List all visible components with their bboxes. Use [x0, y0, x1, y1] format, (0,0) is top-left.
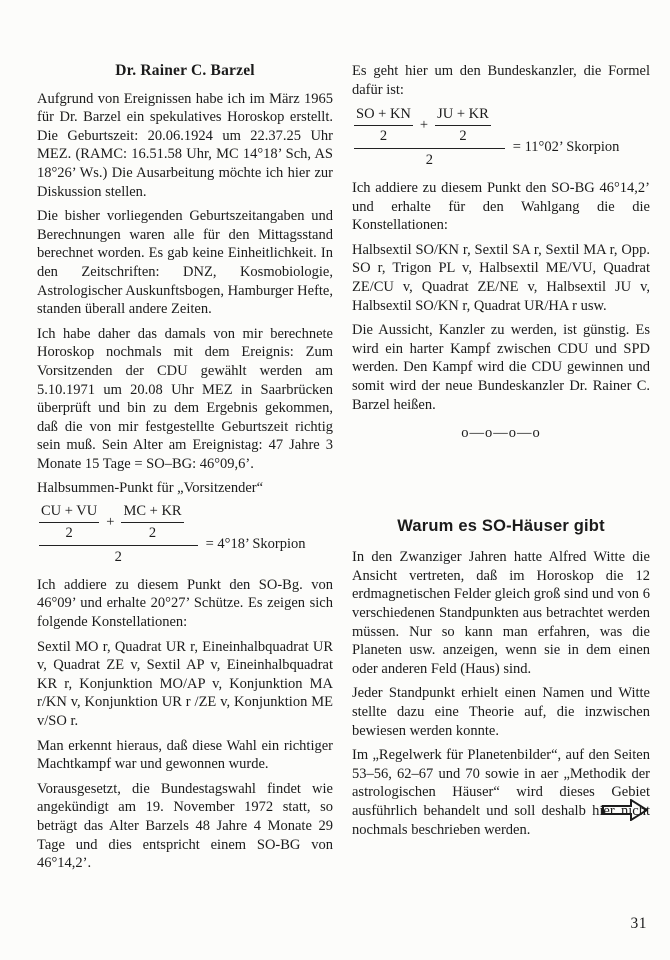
paragraph-standpunkt-theorie: Jeder Standpunkt erhielt einen Namen und Witte stellte dazu eine Theorie auf, die inzwischen bewiesen werden konnte. [352, 685, 650, 739]
paragraph-machtkampf: Man erkennt hieraus, daß diese Wahl ein richtiger Machtkampf war und gewonnen wurde. [37, 737, 333, 773]
fraction-mc-kr [121, 502, 183, 542]
article-title-barzel: Dr. Rainer C. Barzel [115, 62, 255, 79]
fraction-numerator-text: SO + KN [354, 105, 413, 126]
paragraph-aufgrund: Aufgrund von Ereignissen habe ich im März 1965 für Dr. Barzel ein spekulatives Horoskop erstellt. Die Geburtszeit: 20.06.1924 um 22.37.25 Uhr MEZ. (RAMC: 16.51.58 Uhr, MC 14°18’ Sch, AS 18°26’ Ws.) Die Ausarbeitung möchte ich hier zur Diskussion stellen. [37, 90, 333, 200]
continued-arrow-icon [602, 799, 648, 821]
fraction-so-kn [354, 105, 413, 145]
fraction-denominator-text: 2 [148, 524, 157, 541]
fraction-numerator [354, 105, 505, 148]
fraction-outer [354, 105, 505, 170]
formula-bundeskanzler [354, 105, 650, 170]
paragraph-addiere-so-bg: Ich addiere zu diesem Punkt den SO-Bg. von 46°09’ und erhalte 20°27’ Schütze. Es zeigen sich folgende Konstellationen: [37, 576, 333, 631]
fraction-ju-kr [435, 105, 491, 145]
paragraph-horoskop-ueberprueft: Ich habe daher das damals von mir berechnete Horoskop nochmals mit dem Ereignis: Zum Vorsitzenden der CDU gewählt werden am 5.10.1971 um 20.08 Uhr MEZ in Saarbrücken überprüft und bin zu dem Ergebnis gekommen, daß die von mir festgestellte Geburtszeit richtig sein muß. Sein Alter am Ereignistag: 47 Jahre 3 Monate 15 Tage = SO–BG: 46°09,6’. [37, 325, 333, 472]
fraction-numerator-text: CU + VU [39, 502, 99, 523]
paragraph-konstellationen-liste-2: Halbsextil SO/KN r, Sextil SA r, Sextil MA r, Opp. SO r, Trigon PL v, Halbsextil ME/VU, Quadrat ZE/CU v, Quadrat ZE/NE v, Halbsextil JU v, Halbsextil SO/KN r, Quadrat UR/HA r usw. [352, 241, 650, 314]
last-paragraph-wrap [352, 746, 650, 839]
paragraph-regelwerk: Im „Regelwerk für Planetenbilder“, auf den Seiten 53–56, 62–67 und 70 sowie in aer „Methodik der astrologischen Häuser“ wird dieses Gebiet ausführlich behandelt und soll deshalb hier nicht nochmals beschrieben werden. [352, 747, 650, 838]
paragraph-zwanziger-jahre: In den Zwanziger Jahren hatte Alfred Witte die Ansicht vertreten, daß im Horoskop die 12 erdmagnetischen Felder gleich groß sind und von 6 verschiedenen Standpunkten aus betrachtet werden müssen. Nur so kann man erfahren, was die Planeten usw. anzeigen, wenn sie in dem einen oder anderen Feld (Haus) sind. [352, 549, 650, 677]
section-divider: o—o—o—o [461, 425, 541, 442]
fraction-numerator-text: MC + KR [121, 502, 183, 523]
paragraph-konstellationen-liste: Sextil MO r, Quadrat UR r, Eineinhalbquadrat UR v, Quadrat ZE v, Sextil AP v, Eineinhalbquadrat KR r, Konjunktion MO/AP v, Konjunktion MA r/KN v, Konjunktion UR r /ZE v, Konjunktion ME v/SO r. [37, 638, 333, 729]
fraction-numerator [39, 502, 198, 545]
paragraph-bundestagswahl: Vorausgesetzt, die Bundestagswahl findet wie angekündigt am 19. November 1972 statt, so beträgt das Alter Barzels 48 Jahre 4 Monate 29 Tage und dies entspricht einem SO-BG von 46°14,2’. [37, 780, 333, 872]
formula-vorsitzender [39, 502, 333, 567]
paragraph-bundeskanzler-formel: Es geht hier um den Bundeskanzler, die Formel dafür ist: [352, 63, 650, 98]
page-number: 31 [630, 915, 647, 933]
fraction-outer [39, 502, 198, 567]
formula-result: = 4°18’ Skorpion [205, 536, 306, 553]
fraction-outer-denominator: 2 [39, 545, 198, 567]
halbsummen-caption: Halbsummen-Punkt für „Vorsitzender“ [37, 480, 264, 497]
fraction-denominator-text: 2 [379, 127, 388, 144]
formula-result: = 11°02’ Skorpion [512, 139, 620, 156]
paragraph-geburtszeitangaben: Die bisher vorliegenden Geburtszeitangaben und Berechnungen waren alle für den Mittagsstand berechnet worden. Es gab keine Einheitlichkeit. In den Zeitschriften: DNZ, Kosmobiologie, Astrologischer Auskunftsbogen, Hamburger Hefte, standen überall andere Zeiten. [37, 208, 333, 318]
fraction-denominator-text: 2 [65, 524, 73, 541]
right-column [352, 62, 650, 845]
left-column [37, 62, 333, 879]
plus-sign: + [106, 513, 115, 530]
article-title-so-haeuser: Warum es SO-Häuser gibt [397, 516, 605, 535]
fraction-numerator-text: JU + KR [435, 105, 491, 126]
paragraph-aussicht-kanzler: Die Aussicht, Kanzler zu werden, ist günstig. Es wird ein harter Kampf zwischen CDU und SPD werden. Den Kampf wird die CDU gewinnen und somit wird der neue Bundeskanzler Dr. Rainer C. Barzel heißen. [352, 322, 650, 413]
fraction-denominator-text: 2 [459, 127, 467, 144]
plus-sign: + [419, 116, 429, 133]
paragraph-addiere-wahlgang: Ich addiere zu diesem Punkt den SO-BG 46°14,2’ und erhalte für den Wahlgang die die Konstellationen: [352, 179, 650, 234]
fraction-cu-vu [39, 502, 99, 542]
fraction-outer-denominator: 2 [354, 148, 505, 170]
